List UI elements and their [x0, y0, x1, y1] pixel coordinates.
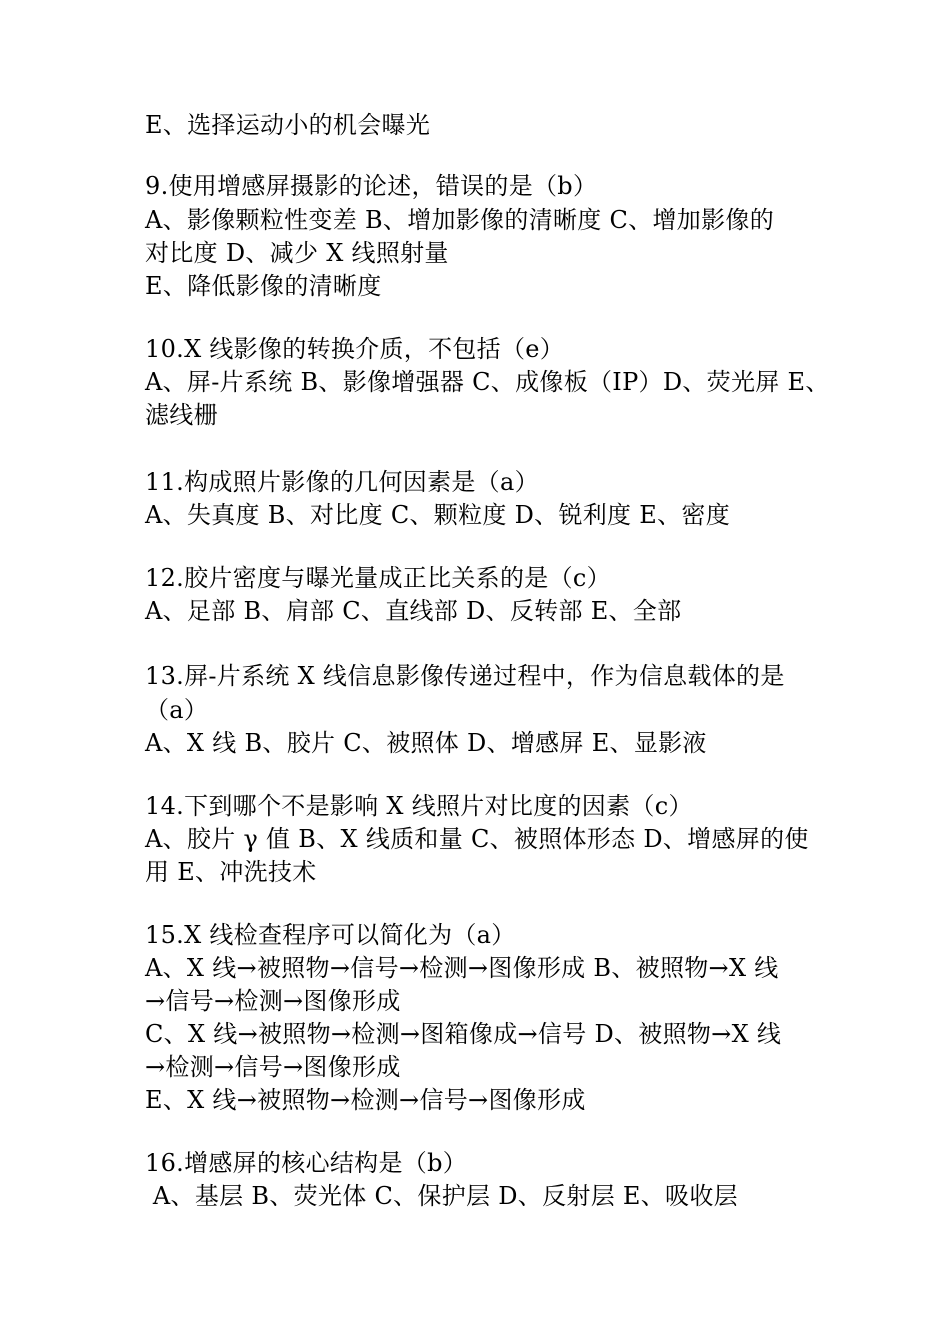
question-10-options: 滤线栅 — [145, 401, 218, 429]
question-9-title: 9.使用增感屏摄影的论述，错误的是（b） — [145, 172, 598, 200]
text-line: E、选择运动小的机会曝光 — [145, 111, 431, 139]
question-12-title: 12.胶片密度与曝光量成正比关系的是（c） — [145, 564, 611, 592]
question-10-title: 10.X 线影像的转换介质，不包括（e） — [145, 335, 565, 363]
question-11-options: A、失真度 B、对比度 C、颗粒度 D、锐利度 E、密度 — [145, 501, 731, 529]
question-10-options: A、屏-片系统 B、影像增强器 C、成像板（IP）D、荧光屏 E、 — [145, 368, 830, 396]
question-15-options: E、X 线→被照物→检测→信号→图像形成 — [145, 1086, 586, 1114]
question-13-title: （a） — [145, 696, 209, 724]
question-15-options: →信号→检测→图像形成 — [145, 987, 401, 1015]
question-15-title: 15.X 线检查程序可以简化为（a） — [145, 921, 516, 949]
question-15-options: A、X 线→被照物→信号→检测→图像形成 B、被照物→X 线 — [145, 954, 779, 982]
question-9-options: 对比度 D、减少 X 线照射量 — [145, 239, 449, 267]
question-15-options: →检测→信号→图像形成 — [145, 1053, 401, 1081]
question-14-options: A、胶片 γ 值 B、X 线质和量 C、被照体形态 D、增感屏的使 — [145, 825, 809, 853]
question-15-options: C、X 线→被照物→检测→图箱像成→信号 D、被照物→X 线 — [145, 1020, 782, 1048]
question-16-options: A、基层 B、荧光体 C、保护层 D、反射层 E、吸收层 — [145, 1182, 738, 1210]
question-9-options: A、影像颗粒性变差 B、增加影像的清晰度 C、增加影像的 — [145, 206, 774, 234]
question-9-options: E、降低影像的清晰度 — [145, 272, 382, 300]
question-13-title: 13.屏-片系统 X 线信息影像传递过程中，作为信息载体的是 — [145, 662, 785, 690]
question-14-options: 用 E、冲洗技术 — [145, 858, 317, 886]
question-11-title: 11.构成照片影像的几何因素是（a） — [145, 468, 539, 496]
question-13-options: A、X 线 B、胶片 C、被照体 D、增感屏 E、显影液 — [145, 729, 707, 757]
question-16-title: 16.增感屏的核心结构是（b） — [145, 1149, 468, 1177]
question-12-options: A、足部 B、肩部 C、直线部 D、反转部 E、全部 — [145, 597, 682, 625]
question-14-title: 14.下到哪个不是影响 X 线照片对比度的因素（c） — [145, 792, 693, 820]
